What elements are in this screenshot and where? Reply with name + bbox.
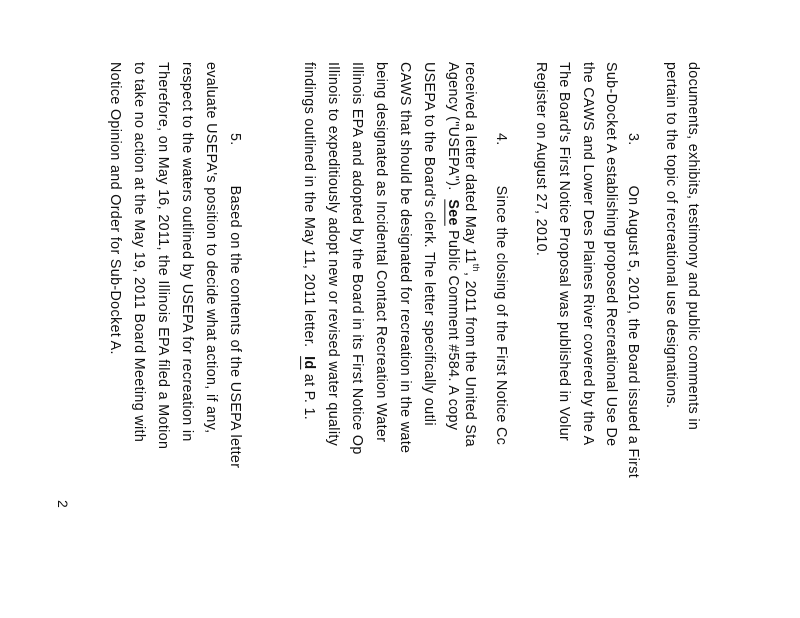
paragraph-5-first-line: 5.Based on the contents of the USEPA letter <box>227 133 243 469</box>
text-line: to take no action at the May 19, 2011 Board Meeting with <box>131 62 147 443</box>
text-line: findings outlined in the May 11, 2011 letter. Id at P. 1. <box>301 62 317 421</box>
text-line: being designated as Incidental Contact Recreation Water <box>373 62 389 443</box>
page-number: 2 <box>55 500 71 508</box>
text-line: Notice Opinion and Order for Sub-Docket A. <box>107 62 123 355</box>
paragraph-number: 3. <box>625 133 641 146</box>
paragraph-4-first-line: 4.Since the closing of the First Notice Cc <box>493 133 509 446</box>
text-line: USEPA to the Board's clerk. The letter specifically outli <box>421 62 437 426</box>
text-line: Agency ("USEPA"). See Public Comment #584. A copy <box>445 62 461 431</box>
paragraph-3-first-line: 3.On August 5, 2010, the Board issued a First <box>625 133 641 479</box>
text-line: respect to the waters outlined by USEPA for recreation in <box>179 62 195 442</box>
text-line: The Board's First Notice Proposal was published in Volur <box>556 62 572 442</box>
text-line: documents, exhibits, testimony and public comments in <box>685 62 701 431</box>
text-line: received a letter dated May 11th, 2011 from the United Sta <box>462 62 481 447</box>
id-citation: Id <box>301 356 317 370</box>
text-line: CAWS that should be designated for recreation in the wate <box>397 62 413 454</box>
text-line: Register on August 27, 2010. <box>533 62 549 257</box>
text-line: Sub-Docket A establishing proposed Recreational Use De <box>603 62 619 447</box>
text-line: pertain to the topic of recreational use designations. <box>663 62 679 409</box>
text-line: Therefore, on May 16, 2011, the Illinois EPA filed a Motion <box>155 62 171 450</box>
paragraph-number: 5. <box>227 133 243 146</box>
see-citation: See <box>445 199 461 226</box>
text-line: the CAWS and Lower Des Plaines River covered by the A <box>580 62 596 446</box>
paragraph-number: 4. <box>493 133 509 146</box>
text-line: Illinois to expeditiously adopt new or revised water quality <box>325 62 341 447</box>
text-line: evaluate USEPA's position to decide what action, if any, <box>203 62 219 434</box>
text-line: Illinois EPA and adopted by the Board in its First Notice Op <box>349 62 365 455</box>
